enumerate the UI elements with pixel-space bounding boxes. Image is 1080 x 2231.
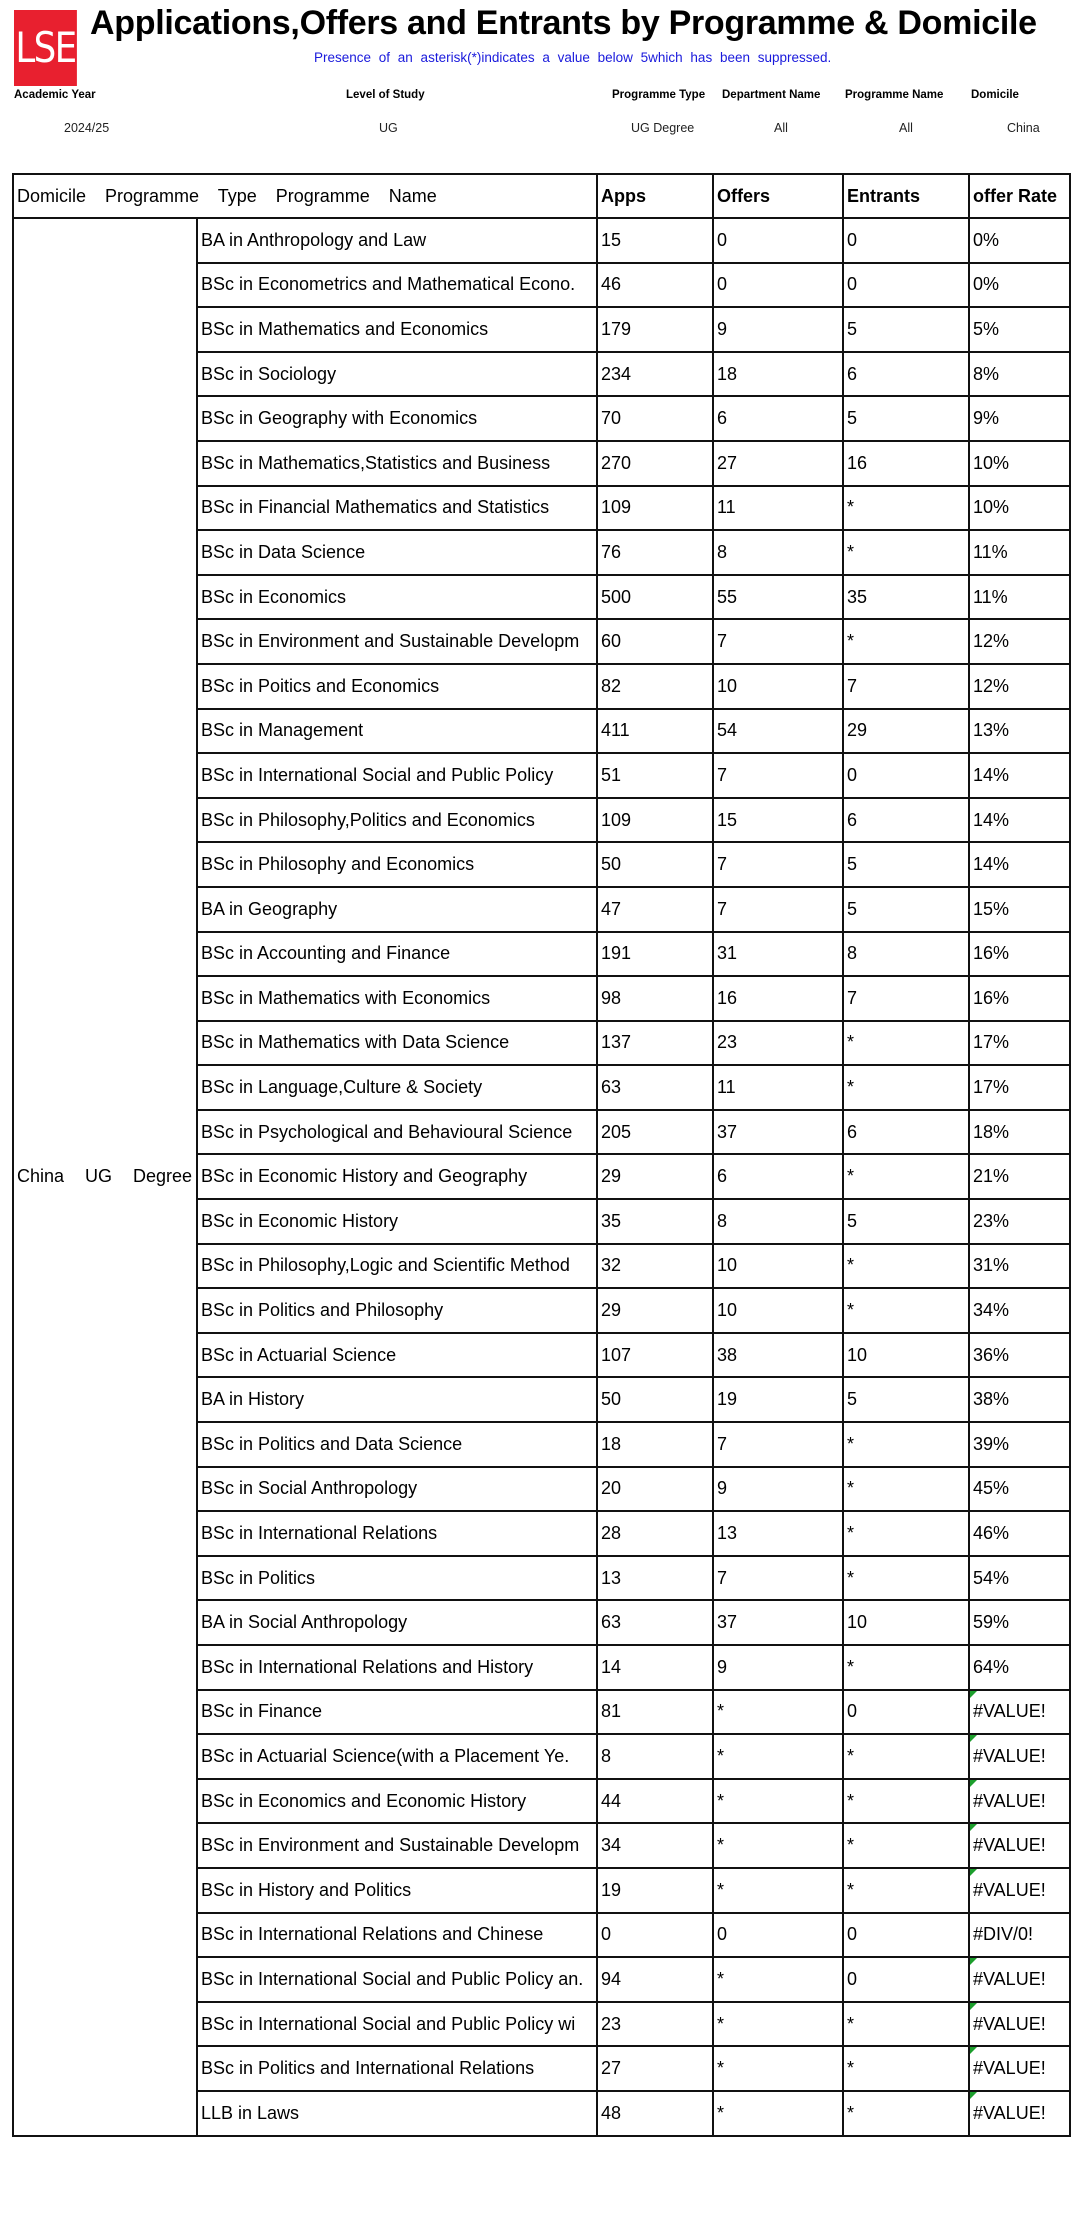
offers-cell: 11 [713, 486, 843, 531]
entrants-cell: 5 [843, 396, 969, 441]
filter-value-department-name[interactable]: All [774, 121, 788, 135]
programme-name-cell: BSc in Economics [197, 575, 597, 620]
filter-value-level-of-study[interactable]: UG [379, 121, 398, 135]
programme-name-cell: BSc in Psychological and Behavioural Science [197, 1110, 597, 1155]
entrants-cell: * [843, 1779, 969, 1824]
apps-cell: 82 [597, 664, 713, 709]
offer-rate-cell: 10% [969, 441, 1070, 486]
offers-cell: 19 [713, 1377, 843, 1422]
entrants-cell: * [843, 1467, 969, 1512]
offers-cell: 15 [713, 798, 843, 843]
programme-name-cell: LLB in Laws [197, 2091, 597, 2136]
lse-logo: LSE [14, 10, 77, 86]
offers-cell: 9 [713, 307, 843, 352]
programme-name-cell: BSc in Politics and Data Science [197, 1422, 597, 1467]
offers-cell: * [713, 1868, 843, 1913]
offers-cell: * [713, 2002, 843, 2047]
entrants-cell: 0 [843, 263, 969, 308]
filter-label-department-name: Department Name [722, 89, 821, 101]
programme-name-cell: BA in Anthropology and Law [197, 218, 597, 263]
apps-cell: 13 [597, 1556, 713, 1601]
offer-rate-cell: 23% [969, 1199, 1070, 1244]
apps-cell: 23 [597, 2002, 713, 2047]
entrants-cell: 5 [843, 1377, 969, 1422]
entrants-cell: 10 [843, 1600, 969, 1645]
column-header-apps: Apps [597, 174, 713, 218]
offers-cell: * [713, 1690, 843, 1735]
offers-cell: 8 [713, 530, 843, 575]
entrants-cell: 0 [843, 218, 969, 263]
offer-rate-cell: 8% [969, 352, 1070, 397]
programme-name-cell: BSc in Environment and Sustainable Developm [197, 1823, 597, 1868]
entrants-cell: 5 [843, 887, 969, 932]
entrants-cell: 6 [843, 798, 969, 843]
programme-name-cell: BSc in Mathematics,Statistics and Business [197, 441, 597, 486]
filter-label-level-of-study: Level of Study [346, 89, 425, 101]
entrants-cell: 29 [843, 709, 969, 754]
entrants-cell: * [843, 1065, 969, 1110]
offers-cell: 23 [713, 1021, 843, 1066]
offers-cell: 38 [713, 1333, 843, 1378]
offer-rate-cell: 54% [969, 1556, 1070, 1601]
offer-rate-cell: 14% [969, 753, 1070, 798]
offer-rate-cell: 64% [969, 1645, 1070, 1690]
offers-cell: 55 [713, 575, 843, 620]
programme-name-cell: BSc in Management [197, 709, 597, 754]
offer-rate-cell: 39% [969, 1422, 1070, 1467]
apps-cell: 18 [597, 1422, 713, 1467]
apps-cell: 46 [597, 263, 713, 308]
report-table-container [12, 173, 1069, 2223]
apps-cell: 205 [597, 1110, 713, 1155]
entrants-cell: * [843, 619, 969, 664]
entrants-cell: * [843, 1021, 969, 1066]
offers-cell: 7 [713, 753, 843, 798]
programme-name-cell: BSc in International Social and Public Policy wi [197, 2002, 597, 2047]
apps-cell: 137 [597, 1021, 713, 1066]
table-body [13, 218, 1070, 2136]
entrants-cell: 5 [843, 1199, 969, 1244]
offers-cell: 0 [713, 263, 843, 308]
apps-cell: 76 [597, 530, 713, 575]
entrants-cell: * [843, 2002, 969, 2047]
apps-cell: 179 [597, 307, 713, 352]
entrants-cell: * [843, 1823, 969, 1868]
entrants-cell: * [843, 2046, 969, 2091]
apps-cell: 63 [597, 1600, 713, 1645]
offer-rate-cell: 59% [969, 1600, 1070, 1645]
offers-cell: 0 [713, 218, 843, 263]
programme-name-cell: BSc in Econometrics and Mathematical Econo. [197, 263, 597, 308]
programme-name-cell: BSc in Mathematics with Data Science [197, 1021, 597, 1066]
entrants-cell: * [843, 1556, 969, 1601]
programme-name-cell: BSc in Data Science [197, 530, 597, 575]
entrants-cell: 7 [843, 664, 969, 709]
entrants-cell: 16 [843, 441, 969, 486]
table-row [13, 218, 1070, 263]
suppression-note: Presence of an asterisk(*)indicates a value below 5which has been suppressed. [314, 50, 832, 65]
programme-name-cell: BSc in Actuarial Science [197, 1333, 597, 1378]
offer-rate-cell: 14% [969, 798, 1070, 843]
programme-name-cell: BA in History [197, 1377, 597, 1422]
entrants-cell: * [843, 1154, 969, 1199]
apps-cell: 94 [597, 1957, 713, 2002]
offers-cell: * [713, 1734, 843, 1779]
apps-cell: 28 [597, 1511, 713, 1556]
programme-name-cell: BSc in Philosophy and Economics [197, 842, 597, 887]
offers-cell: 27 [713, 441, 843, 486]
apps-cell: 411 [597, 709, 713, 754]
offer-rate-cell: #VALUE! [969, 1779, 1070, 1824]
offer-rate-cell: 11% [969, 530, 1070, 575]
programme-name-cell: BSc in Politics [197, 1556, 597, 1601]
offer-rate-cell: 5% [969, 307, 1070, 352]
offer-rate-cell: 15% [969, 887, 1070, 932]
entrants-cell: 0 [843, 1913, 969, 1958]
offer-rate-cell: 18% [969, 1110, 1070, 1155]
entrants-cell: * [843, 1511, 969, 1556]
apps-cell: 44 [597, 1779, 713, 1824]
column-header-offers: Offers [713, 174, 843, 218]
offer-rate-cell: #VALUE! [969, 2002, 1070, 2047]
entrants-cell: * [843, 530, 969, 575]
entrants-cell: 0 [843, 1690, 969, 1735]
programme-name-cell: BSc in International Relations and History [197, 1645, 597, 1690]
apps-cell: 27 [597, 2046, 713, 2091]
offer-rate-cell: 0% [969, 218, 1070, 263]
apps-cell: 107 [597, 1333, 713, 1378]
offers-cell: 7 [713, 887, 843, 932]
programme-name-cell: BSc in Actuarial Science(with a Placement Ye. [197, 1734, 597, 1779]
column-header-entrants: Entrants [843, 174, 969, 218]
offers-cell: 10 [713, 664, 843, 709]
filter-value-programme-type[interactable]: UG Degree [631, 121, 695, 135]
entrants-cell: * [843, 1288, 969, 1333]
offer-rate-cell: #VALUE! [969, 1957, 1070, 2002]
programme-name-cell: BSc in Environment and Sustainable Developm [197, 619, 597, 664]
programme-name-cell: BSc in Financial Mathematics and Statistics [197, 486, 597, 531]
offer-rate-cell: 31% [969, 1244, 1070, 1289]
programme-name-cell: BSc in Geography with Economics [197, 396, 597, 441]
offer-rate-cell: 14% [969, 842, 1070, 887]
offer-rate-cell: 36% [969, 1333, 1070, 1378]
offers-cell: 7 [713, 842, 843, 887]
filter-label-programme-name: Programme Name [845, 89, 944, 101]
offer-rate-cell: 12% [969, 664, 1070, 709]
offers-cell: 6 [713, 396, 843, 441]
offer-rate-cell: 10% [969, 486, 1070, 531]
apps-cell: 50 [597, 1377, 713, 1422]
filter-bar [0, 86, 1080, 146]
filter-label-domicile: Domicile [971, 89, 1019, 101]
column-header-domicile-programme: Domicile Programme Type Programme Name [13, 174, 597, 218]
offer-rate-cell: 17% [969, 1021, 1070, 1066]
apps-cell: 70 [597, 396, 713, 441]
offers-cell: 37 [713, 1600, 843, 1645]
programme-name-cell: BA in Social Anthropology [197, 1600, 597, 1645]
apps-cell: 51 [597, 753, 713, 798]
offer-rate-cell: 16% [969, 976, 1070, 1021]
apps-cell: 98 [597, 976, 713, 1021]
entrants-cell: 5 [843, 842, 969, 887]
apps-cell: 50 [597, 842, 713, 887]
apps-cell: 35 [597, 1199, 713, 1244]
entrants-cell: 6 [843, 352, 969, 397]
programme-name-cell: BSc in History and Politics [197, 1868, 597, 1913]
apps-cell: 81 [597, 1690, 713, 1735]
offers-cell: 37 [713, 1110, 843, 1155]
filter-value-domicile[interactable]: China [1007, 121, 1040, 135]
offer-rate-cell: #VALUE! [969, 1823, 1070, 1868]
programme-name-cell: BSc in Language,Culture & Society [197, 1065, 597, 1110]
programme-name-cell: BSc in Mathematics and Economics [197, 307, 597, 352]
offers-cell: 18 [713, 352, 843, 397]
offers-cell: * [713, 2046, 843, 2091]
apps-cell: 48 [597, 2091, 713, 2136]
offer-rate-cell: 46% [969, 1511, 1070, 1556]
offer-rate-cell: #VALUE! [969, 2091, 1070, 2136]
offers-cell: 10 [713, 1244, 843, 1289]
offers-cell: 9 [713, 1467, 843, 1512]
programme-name-cell: BSc in Economics and Economic History [197, 1779, 597, 1824]
offer-rate-cell: 17% [969, 1065, 1070, 1110]
apps-cell: 15 [597, 218, 713, 263]
offer-rate-cell: 9% [969, 396, 1070, 441]
offer-rate-cell: 34% [969, 1288, 1070, 1333]
offers-cell: * [713, 1957, 843, 2002]
apps-cell: 270 [597, 441, 713, 486]
filter-label-programme-type: Programme Type [612, 89, 706, 101]
programme-name-cell: BSc in Economic History [197, 1199, 597, 1244]
programme-name-cell: BSc in International Social and Public Policy an. [197, 1957, 597, 2002]
entrants-cell: 0 [843, 753, 969, 798]
programme-name-cell: BSc in Philosophy,Politics and Economics [197, 798, 597, 843]
apps-cell: 19 [597, 1868, 713, 1913]
report-table [12, 173, 1071, 2137]
apps-cell: 109 [597, 798, 713, 843]
apps-cell: 29 [597, 1154, 713, 1199]
programme-name-cell: BSc in Politics and Philosophy [197, 1288, 597, 1333]
offers-cell: 7 [713, 619, 843, 664]
offer-rate-cell: 0% [969, 263, 1070, 308]
offer-rate-cell: #DIV/0! [969, 1913, 1070, 1958]
offers-cell: 10 [713, 1288, 843, 1333]
apps-cell: 34 [597, 1823, 713, 1868]
offer-rate-cell: #VALUE! [969, 1868, 1070, 1913]
offer-rate-cell: 13% [969, 709, 1070, 754]
entrants-cell: * [843, 2091, 969, 2136]
offer-rate-cell: #VALUE! [969, 1690, 1070, 1735]
programme-name-cell: BSc in Philosophy,Logic and Scientific Method [197, 1244, 597, 1289]
apps-cell: 20 [597, 1467, 713, 1512]
offer-rate-cell: 21% [969, 1154, 1070, 1199]
programme-name-cell: BSc in Finance [197, 1690, 597, 1735]
programme-name-cell: BSc in Poitics and Economics [197, 664, 597, 709]
entrants-cell: * [843, 486, 969, 531]
offer-rate-cell: 11% [969, 575, 1070, 620]
entrants-cell: 8 [843, 932, 969, 977]
filter-value-academic-year[interactable]: 2024/25 [64, 121, 110, 135]
offers-cell: 7 [713, 1556, 843, 1601]
programme-name-cell: BSc in International Social and Public Policy [197, 753, 597, 798]
offer-rate-cell: 12% [969, 619, 1070, 664]
entrants-cell: * [843, 1645, 969, 1690]
programme-name-cell: BSc in International Relations and Chinese [197, 1913, 597, 1958]
domicile-programme-type-cell: China UG Degree [13, 218, 197, 2136]
programme-name-cell: BSc in Mathematics with Economics [197, 976, 597, 1021]
offers-cell: 54 [713, 709, 843, 754]
offers-cell: 7 [713, 1422, 843, 1467]
offers-cell: 0 [713, 1913, 843, 1958]
offers-cell: 13 [713, 1511, 843, 1556]
apps-cell: 500 [597, 575, 713, 620]
programme-name-cell: BSc in Economic History and Geography [197, 1154, 597, 1199]
apps-cell: 60 [597, 619, 713, 664]
offers-cell: 16 [713, 976, 843, 1021]
apps-cell: 8 [597, 1734, 713, 1779]
offer-rate-cell: 45% [969, 1467, 1070, 1512]
table-header-row [13, 174, 1070, 218]
offers-cell: * [713, 1779, 843, 1824]
entrants-cell: 10 [843, 1333, 969, 1378]
apps-cell: 234 [597, 352, 713, 397]
apps-cell: 63 [597, 1065, 713, 1110]
apps-cell: 191 [597, 932, 713, 977]
entrants-cell: 5 [843, 307, 969, 352]
filter-value-programme-name[interactable]: All [899, 121, 913, 135]
offers-cell: 31 [713, 932, 843, 977]
apps-cell: 0 [597, 1913, 713, 1958]
offer-rate-cell: 38% [969, 1377, 1070, 1422]
entrants-cell: * [843, 1868, 969, 1913]
entrants-cell: * [843, 1422, 969, 1467]
filter-label-academic-year: Academic Year [14, 89, 96, 101]
offer-rate-cell: 16% [969, 932, 1070, 977]
offers-cell: 9 [713, 1645, 843, 1690]
programme-name-cell: BSc in Social Anthropology [197, 1467, 597, 1512]
entrants-cell: 6 [843, 1110, 969, 1155]
offers-cell: * [713, 1823, 843, 1868]
report-title: Applications,Offers and Entrants by Programme & Domicile [90, 4, 1037, 42]
programme-name-cell: BSc in Sociology [197, 352, 597, 397]
offers-cell: 8 [713, 1199, 843, 1244]
offers-cell: 6 [713, 1154, 843, 1199]
entrants-cell: * [843, 1734, 969, 1779]
apps-cell: 32 [597, 1244, 713, 1289]
entrants-cell: * [843, 1244, 969, 1289]
apps-cell: 29 [597, 1288, 713, 1333]
programme-name-cell: BSc in Accounting and Finance [197, 932, 597, 977]
offer-rate-cell: #VALUE! [969, 2046, 1070, 2091]
entrants-cell: 35 [843, 575, 969, 620]
programme-name-cell: BSc in International Relations [197, 1511, 597, 1556]
entrants-cell: 0 [843, 1957, 969, 2002]
programme-name-cell: BSc in Politics and International Relations [197, 2046, 597, 2091]
apps-cell: 14 [597, 1645, 713, 1690]
apps-cell: 47 [597, 887, 713, 932]
programme-name-cell: BA in Geography [197, 887, 597, 932]
offer-rate-cell: #VALUE! [969, 1734, 1070, 1779]
offers-cell: 11 [713, 1065, 843, 1110]
entrants-cell: 7 [843, 976, 969, 1021]
offers-cell: * [713, 2091, 843, 2136]
apps-cell: 109 [597, 486, 713, 531]
column-header-offer-rate: offer Rate [969, 174, 1070, 218]
